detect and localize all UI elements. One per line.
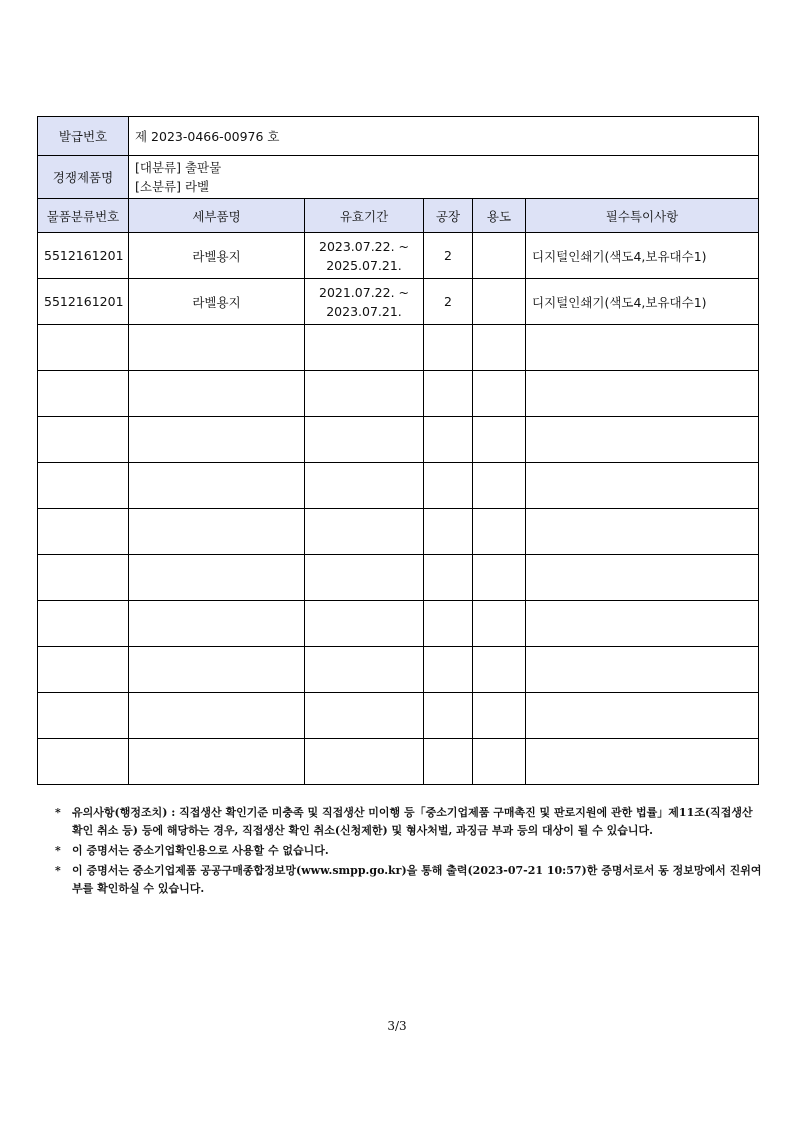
row-usage [473, 233, 526, 279]
note-bullet: * [55, 806, 61, 819]
column-header-row [38, 199, 759, 233]
note-item [55, 804, 765, 840]
empty-table-row [38, 647, 759, 693]
product-name-label: 경쟁제품명 [38, 156, 129, 199]
row-remarks [526, 555, 759, 601]
row-factory [424, 647, 473, 693]
row-code: 5512161201 [38, 233, 129, 279]
note-item [55, 842, 765, 860]
row-remarks [526, 325, 759, 371]
row-factory [424, 693, 473, 739]
row-code [38, 371, 129, 417]
row-item-name: 라벨용지 [129, 233, 305, 279]
row-usage [473, 739, 526, 785]
row-validity [305, 417, 424, 463]
note-text: 이 증명서는 중소기업확인용으로 사용할 수 없습니다. [72, 844, 329, 857]
issue-number-row [38, 117, 759, 156]
column-header-usage: 용도 [473, 199, 526, 233]
product-name-value [129, 156, 759, 199]
row-validity [305, 693, 424, 739]
row-factory [424, 371, 473, 417]
row-item-name [129, 325, 305, 371]
row-item-name [129, 739, 305, 785]
empty-table-row [38, 555, 759, 601]
row-validity [305, 371, 424, 417]
row-remarks: 디지털인쇄기(색도4,보유대수1) [526, 233, 759, 279]
column-header-code: 물품분류번호 [38, 199, 129, 233]
row-item-name [129, 601, 305, 647]
row-remarks [526, 601, 759, 647]
row-usage [473, 371, 526, 417]
certificate-table [37, 116, 759, 785]
row-item-name [129, 371, 305, 417]
empty-table-row [38, 739, 759, 785]
row-remarks [526, 509, 759, 555]
note-text: 이 증명서는 중소기업제품 공공구매종합정보망(www.smpp.go.kr)을 통해 출력(2023-07-21 10:57)한 증명서로서 동 정보망에서 진위여부를 확인하실 수 있습니다. [72, 864, 762, 895]
empty-table-row [38, 601, 759, 647]
row-code [38, 325, 129, 371]
note-text: 유의사항(행정조치) : 직접생산 확인기준 미충족 및 직접생산 미이행 등「중소기업제품 구매촉진 및 판로지원에 관한 법률」제11조(직접생산 확인 취소 등) 등에 해당하는 경우, 직접생산 확인 취소(신청제한) 및 형사처벌, 과징금 부과 등의 대상이 될 수 있습니다. [72, 806, 753, 837]
row-code: 5512161201 [38, 279, 129, 325]
column-header-factory: 공장 [424, 199, 473, 233]
page-number: 3/3 [387, 1019, 407, 1033]
row-factory: 2 [424, 233, 473, 279]
row-item-name [129, 693, 305, 739]
product-minor-category: [소분류] 라벨 [135, 179, 210, 194]
empty-table-row [38, 371, 759, 417]
product-name-row [38, 156, 759, 199]
column-header-name: 세부품명 [129, 199, 305, 233]
row-remarks [526, 693, 759, 739]
row-item-name [129, 417, 305, 463]
row-factory [424, 509, 473, 555]
row-item-name [129, 647, 305, 693]
note-bullet: * [55, 864, 61, 877]
row-item-name [129, 509, 305, 555]
row-validity [305, 325, 424, 371]
row-validity [305, 279, 424, 325]
row-usage [473, 601, 526, 647]
row-validity [305, 739, 424, 785]
row-factory [424, 555, 473, 601]
row-remarks [526, 371, 759, 417]
note-bullet: * [55, 844, 61, 857]
row-item-name [129, 555, 305, 601]
row-validity [305, 601, 424, 647]
note-item [55, 862, 765, 898]
row-validity [305, 233, 424, 279]
row-factory [424, 739, 473, 785]
row-code [38, 509, 129, 555]
row-factory: 2 [424, 279, 473, 325]
row-usage [473, 463, 526, 509]
row-remarks [526, 647, 759, 693]
empty-table-row [38, 463, 759, 509]
issue-number-value: 제 2023-0466-00976 호 [129, 117, 759, 156]
row-item-name: 라벨용지 [129, 279, 305, 325]
column-header-remarks: 필수특이사항 [526, 199, 759, 233]
row-remarks: 디지털인쇄기(색도4,보유대수1) [526, 279, 759, 325]
row-valid-to: 2023.07.21. [326, 303, 402, 319]
row-valid-from: 2023.07.22. ~ [319, 238, 409, 254]
notes-section [55, 804, 765, 898]
row-valid-to: 2025.07.21. [326, 257, 402, 273]
row-factory [424, 463, 473, 509]
row-factory [424, 417, 473, 463]
row-factory [424, 325, 473, 371]
row-usage [473, 417, 526, 463]
row-validity [305, 509, 424, 555]
empty-table-row [38, 693, 759, 739]
column-header-validity: 유효기간 [305, 199, 424, 233]
product-major-category: [대분류] 출판물 [135, 160, 222, 175]
row-usage [473, 647, 526, 693]
row-code [38, 739, 129, 785]
row-item-name [129, 463, 305, 509]
row-code [38, 463, 129, 509]
empty-table-row [38, 325, 759, 371]
row-factory [424, 601, 473, 647]
row-usage [473, 555, 526, 601]
row-code [38, 647, 129, 693]
table-row [38, 279, 759, 325]
row-valid-from: 2021.07.22. ~ [319, 284, 409, 300]
row-validity [305, 555, 424, 601]
row-usage [473, 279, 526, 325]
row-code [38, 601, 129, 647]
empty-table-row [38, 417, 759, 463]
row-remarks [526, 463, 759, 509]
row-remarks [526, 417, 759, 463]
row-code [38, 417, 129, 463]
issue-number-label: 발급번호 [38, 117, 129, 156]
row-code [38, 555, 129, 601]
row-usage [473, 325, 526, 371]
row-usage [473, 509, 526, 555]
table-row [38, 233, 759, 279]
row-code [38, 693, 129, 739]
row-remarks [526, 739, 759, 785]
row-validity [305, 647, 424, 693]
empty-table-row [38, 509, 759, 555]
row-usage [473, 693, 526, 739]
row-validity [305, 463, 424, 509]
